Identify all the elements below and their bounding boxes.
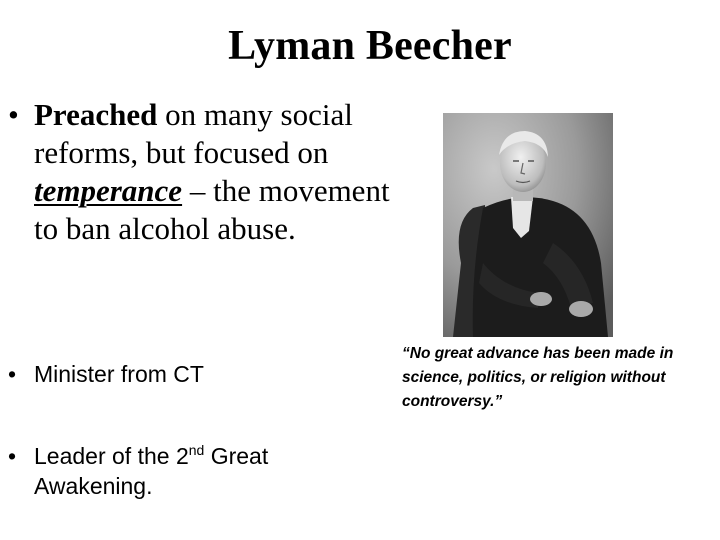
bullet-text-part: – the movement to ban alcohol abuse.	[34, 173, 390, 246]
bullet-text	[34, 359, 338, 389]
bullet-marker: •	[8, 443, 17, 469]
bullet-text-part: Great Awakening.	[34, 443, 269, 499]
bullet-text	[34, 441, 338, 501]
ordinal-suffix: nd	[188, 442, 205, 458]
slide-title: Lyman Beecher	[228, 23, 512, 69]
bullet-text-part: from CT	[114, 361, 204, 387]
beecher-quote: “No great advance has been made in science, politics, or religion without controversy.”	[402, 345, 674, 410]
bullet-leader	[8, 441, 338, 501]
bullet-lead-word: Minister	[34, 361, 115, 387]
bullet-marker: •	[8, 97, 19, 132]
temperance-term: temperance	[34, 173, 183, 208]
portrait-image	[443, 113, 613, 337]
bullet-preached	[8, 96, 418, 248]
bullet-text-part: on many social reforms, but focused on	[34, 97, 353, 170]
bullet-marker: •	[8, 361, 17, 387]
bullet-minister	[8, 359, 338, 389]
bullet-lead-word: Preached	[34, 97, 158, 132]
bullet-text-part: Leader of the 2	[34, 443, 189, 469]
bullet-text	[34, 96, 418, 248]
